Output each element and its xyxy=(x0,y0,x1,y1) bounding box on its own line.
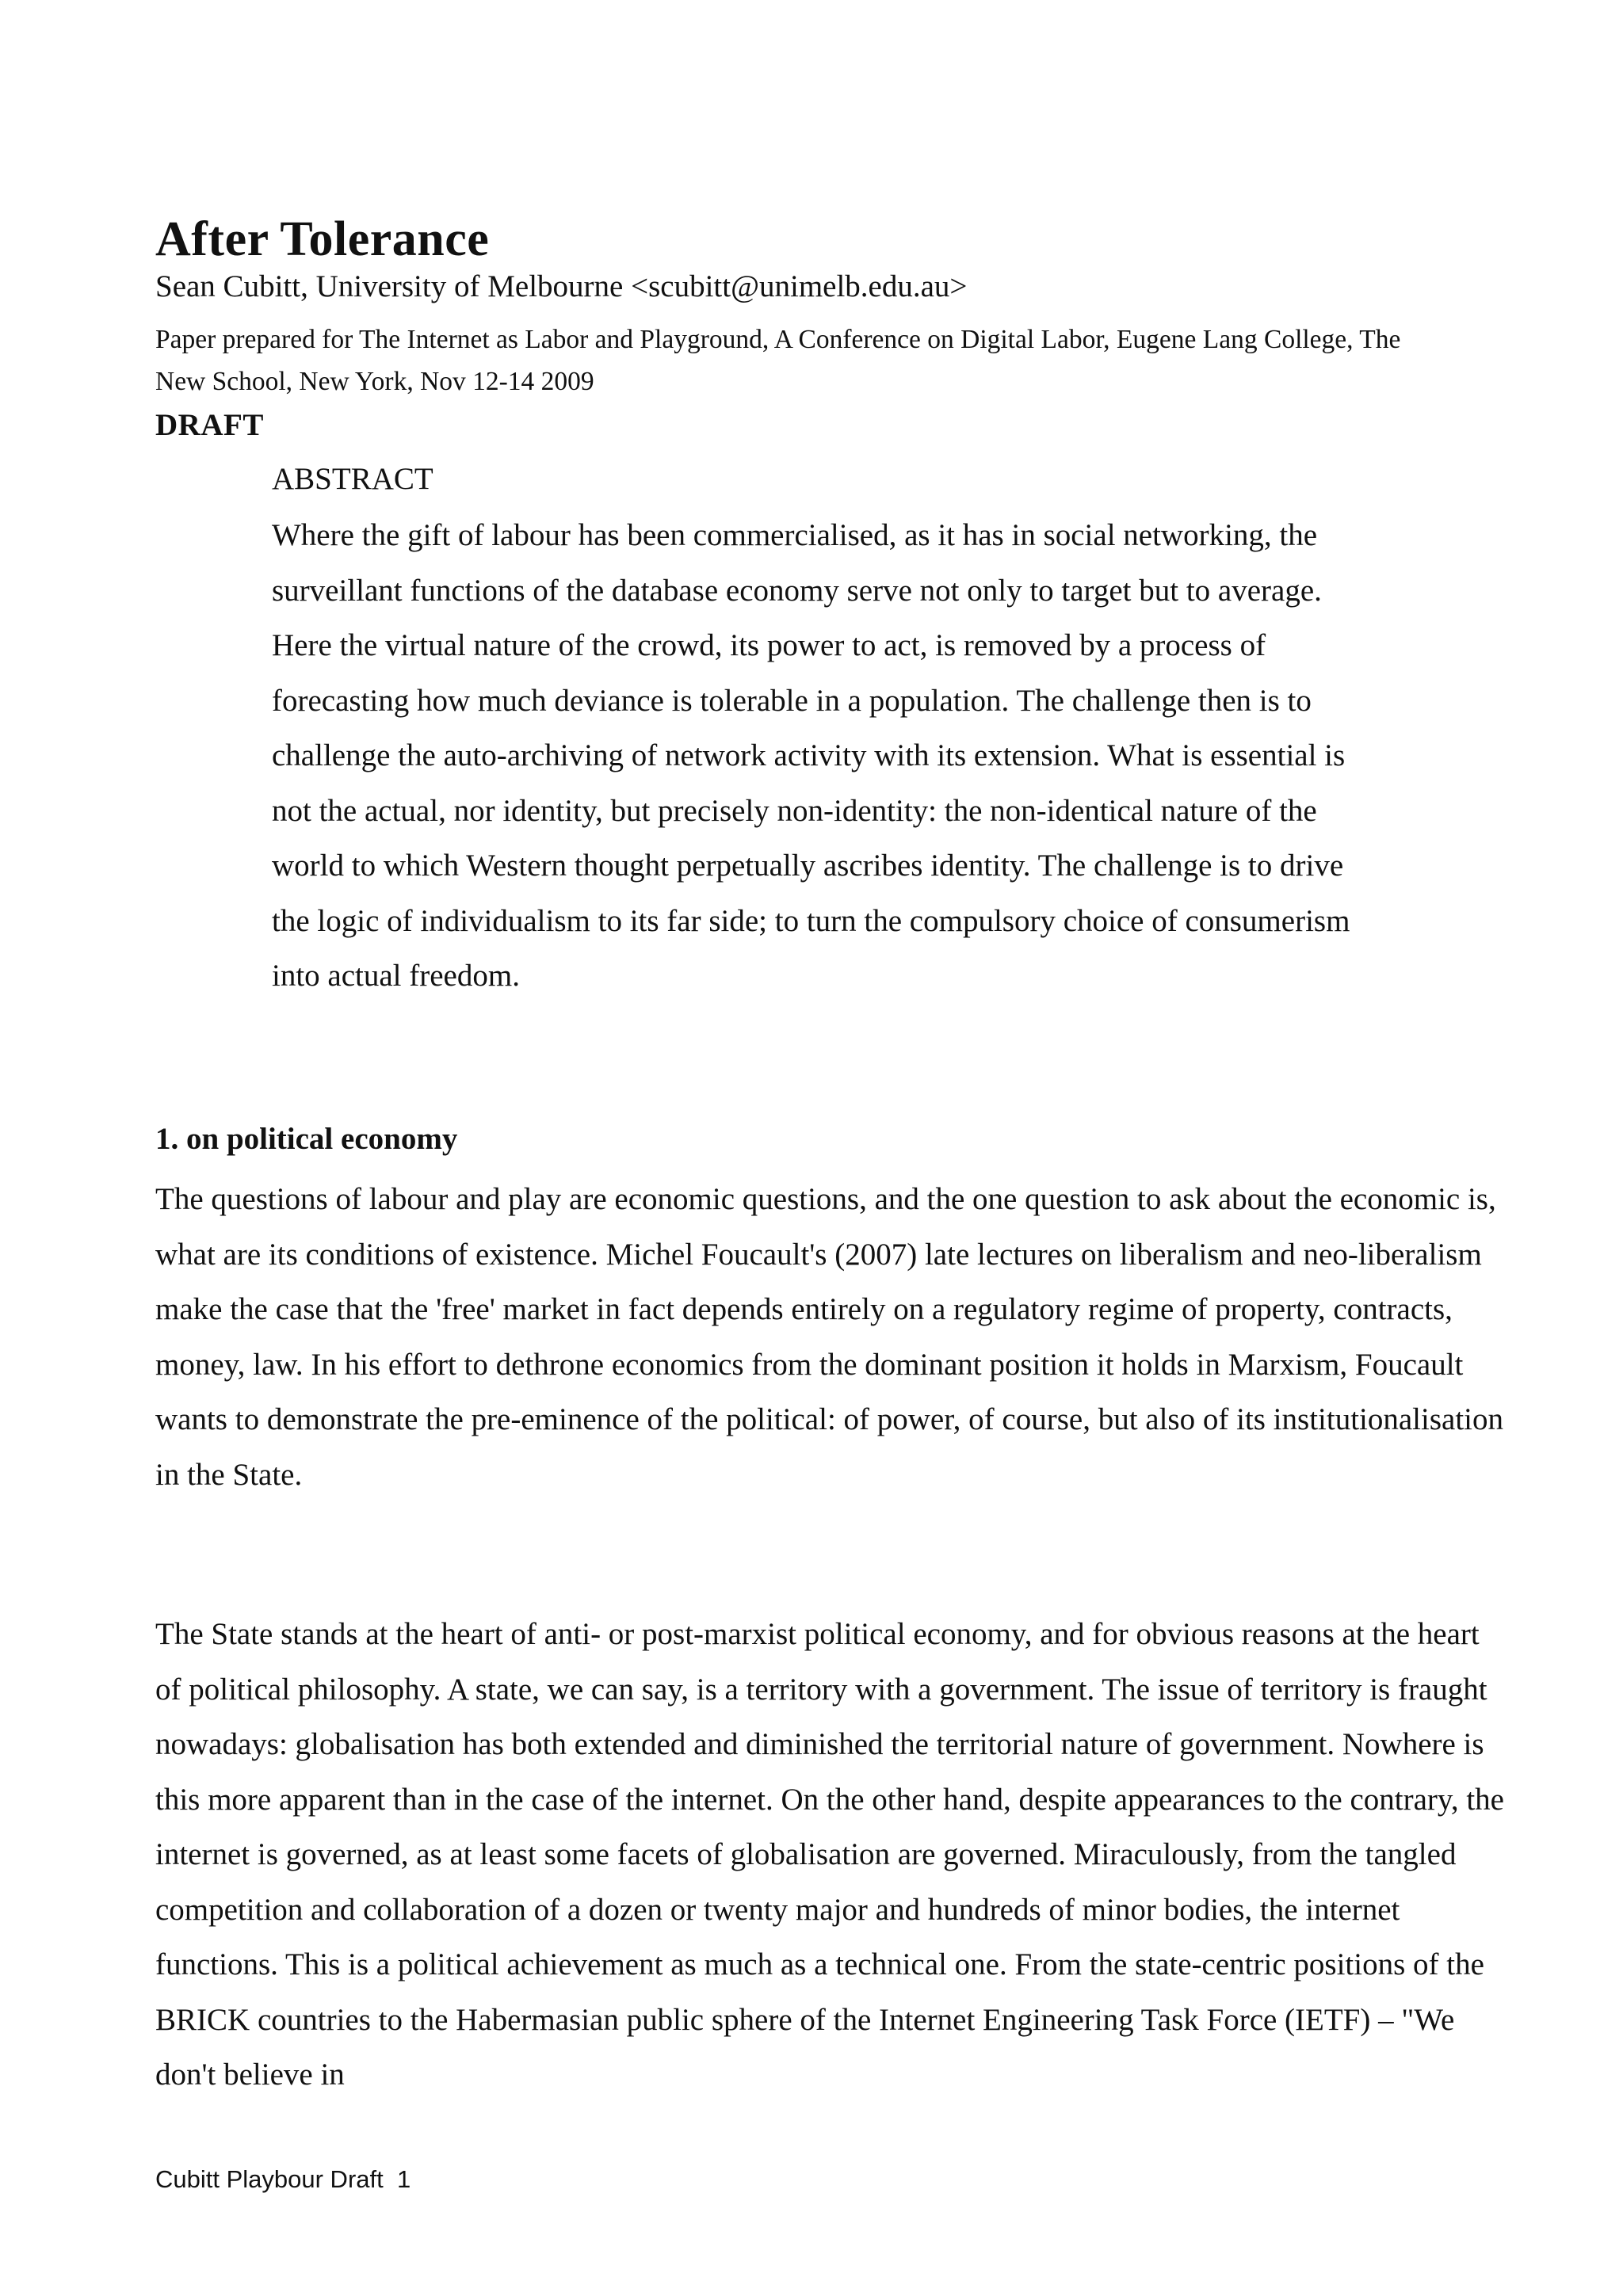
conference-note: Paper prepared for The Internet as Labor and Playground, A Conference on Digital Labor, Eugene Lang College, The New School, New York, Nov 12-14 2009 xyxy=(155,325,1401,396)
page-number: 1 xyxy=(396,2165,411,2193)
footer-label: Cubitt Playbour Draft xyxy=(155,2165,384,2193)
page-footer xyxy=(155,2164,411,2195)
paper-title: After Tolerance xyxy=(155,212,490,266)
author-affiliation: Sean Cubitt, University of Melbourne <scubitt@unimelb.edu.au> xyxy=(155,269,968,303)
draft-label: DRAFT xyxy=(155,408,264,442)
abstract-heading: ABSTRACT xyxy=(272,462,433,496)
body-paragraph: The State stands at the heart of anti- or post-marxist political economy, and for obvious reasons at the heart of political philosophy. A state, we can say, is a territory with a government. The issue of territory is fraught nowadays: globalisation has both extended and diminished the territorial nature of government. Nowhere is this more apparent than in the case of the internet. On the other hand, despite appearances to the contrary, the internet is governed, as at least some facets of globalisation are governed. Miraculously, from the tangled competition and collaboration of a dozen or twenty major and hundreds of minor bodies, the internet functions. This is a political achievement as much as a technical one. From the state-centric positions of the BRICK countries to the Habermasian public sphere of the Internet Engineering Task Force (IETF) – "We don't believe in xyxy=(155,1617,1504,2092)
abstract-text: Where the gift of labour has been commercialised, as it has in social networking, the surveillant functions of the database economy serve not only to target but to average. Here the virtual nature of the crowd, its power to act, is removed by a process of forecasting how much deviance is tolerable in a population. The challenge then is to challenge the auto-archiving of network activity with its extension. What is essential is not the actual, nor identity, but precisely non-identity: the non-identical nature of the world to which Western thought perpetually ascribes identity. The challenge is to drive the logic of individualism to its far side; to turn the compulsory choice of consumerism into actual freedom. xyxy=(272,518,1350,993)
body-paragraph: The questions of labour and play are economic questions, and the one question to ask about the economic is, what are its conditions of existence. Michel Foucault's (2007) late lectures on liberalism and neo-liberalism make the case that the 'free' market in fact depends entirely on a regulatory regime of property, contracts, money, law. In his effort to dethrone economics from the dominant position it holds in Marxism, Foucault wants to demonstrate the pre-eminence of the political: of power, of course, but also of its institutionalisation in the State. xyxy=(155,1182,1504,1492)
section-heading: 1. on political economy xyxy=(155,1122,458,1156)
